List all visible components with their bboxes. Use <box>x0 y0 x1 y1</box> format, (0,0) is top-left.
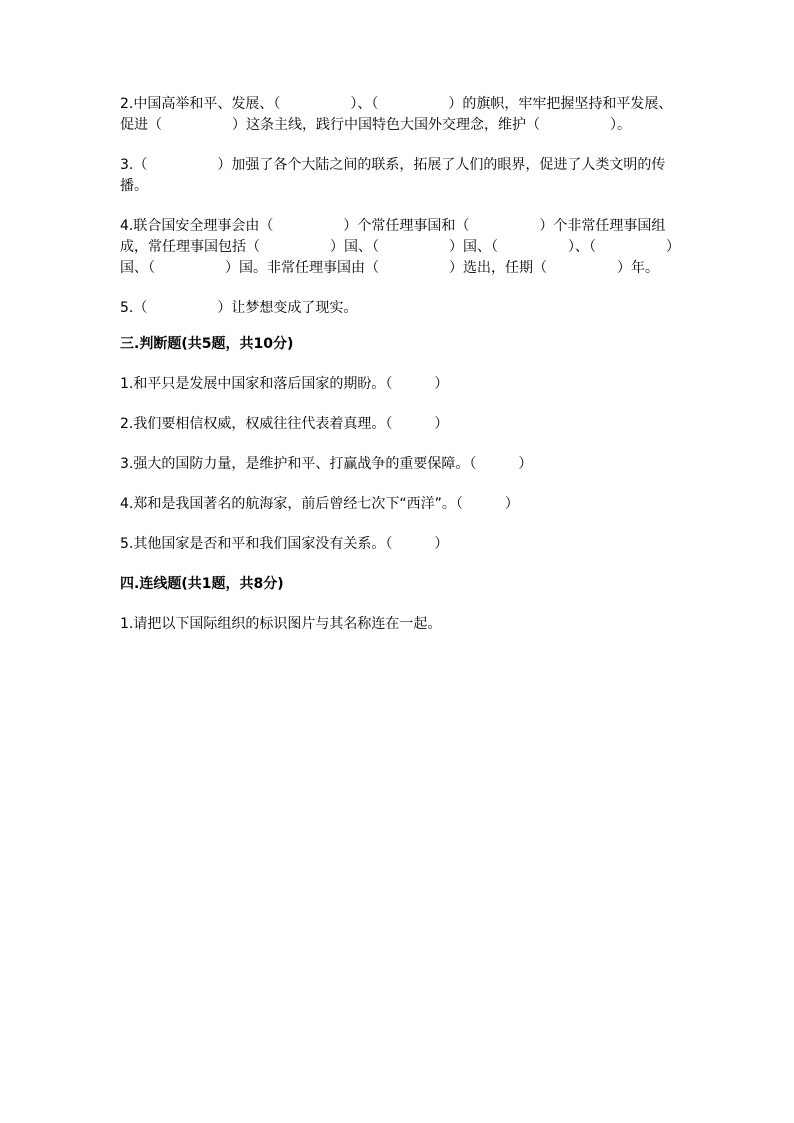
match-question-1: 1.请把以下国际组织的标识图片与其名称连在一起。 <box>120 616 442 632</box>
judge-question-3: 3.强大的国防力量，是维护和平、打赢战争的重要保障。（ ） <box>120 456 533 472</box>
document-page <box>120 94 680 654</box>
fill-question-5: 5.（ ）让梦想变成了现实。 <box>120 300 358 316</box>
judge-question-4: 4.郑和是我国著名的航海家，前后曾经七次下“西洋”。（ ） <box>120 496 519 512</box>
judge-question-1: 1.和平只是发展中国家和落后国家的期盼。（ ） <box>120 376 449 392</box>
fill-question-4: 4.联合国安全理事会由（ ）个常任理事国和（ ）个非常任理事国组成，常任理事国包括（ ）国、（ ）国、（ ）、（ ）国、（ ）国。非常任理事国由（ ）选出，任期（ ）年。 <box>120 218 680 276</box>
judge-question-5: 5.其他国家是否和平和我们国家没有关系。（ ） <box>120 536 449 552</box>
match-section-heading: 四.连线题(共1题，共8分) <box>120 576 284 592</box>
judge-question-2: 2.我们要相信权威，权威往往代表着真理。（ ） <box>120 416 449 432</box>
judge-section-heading: 三.判断题(共5题，共10分) <box>120 336 294 352</box>
fill-question-3: 3.（ ）加强了各个大陆之间的联系，拓展了人们的眼界，促进了人类文明的传播。 <box>120 157 666 194</box>
fill-question-2: 2.中国高举和平、发展、（ ）、（ ）的旗帜，牢牢把握坚持和平发展、促进（ ）这条主线，践行中国特色大国外交理念，维护（ ）。 <box>120 96 673 133</box>
